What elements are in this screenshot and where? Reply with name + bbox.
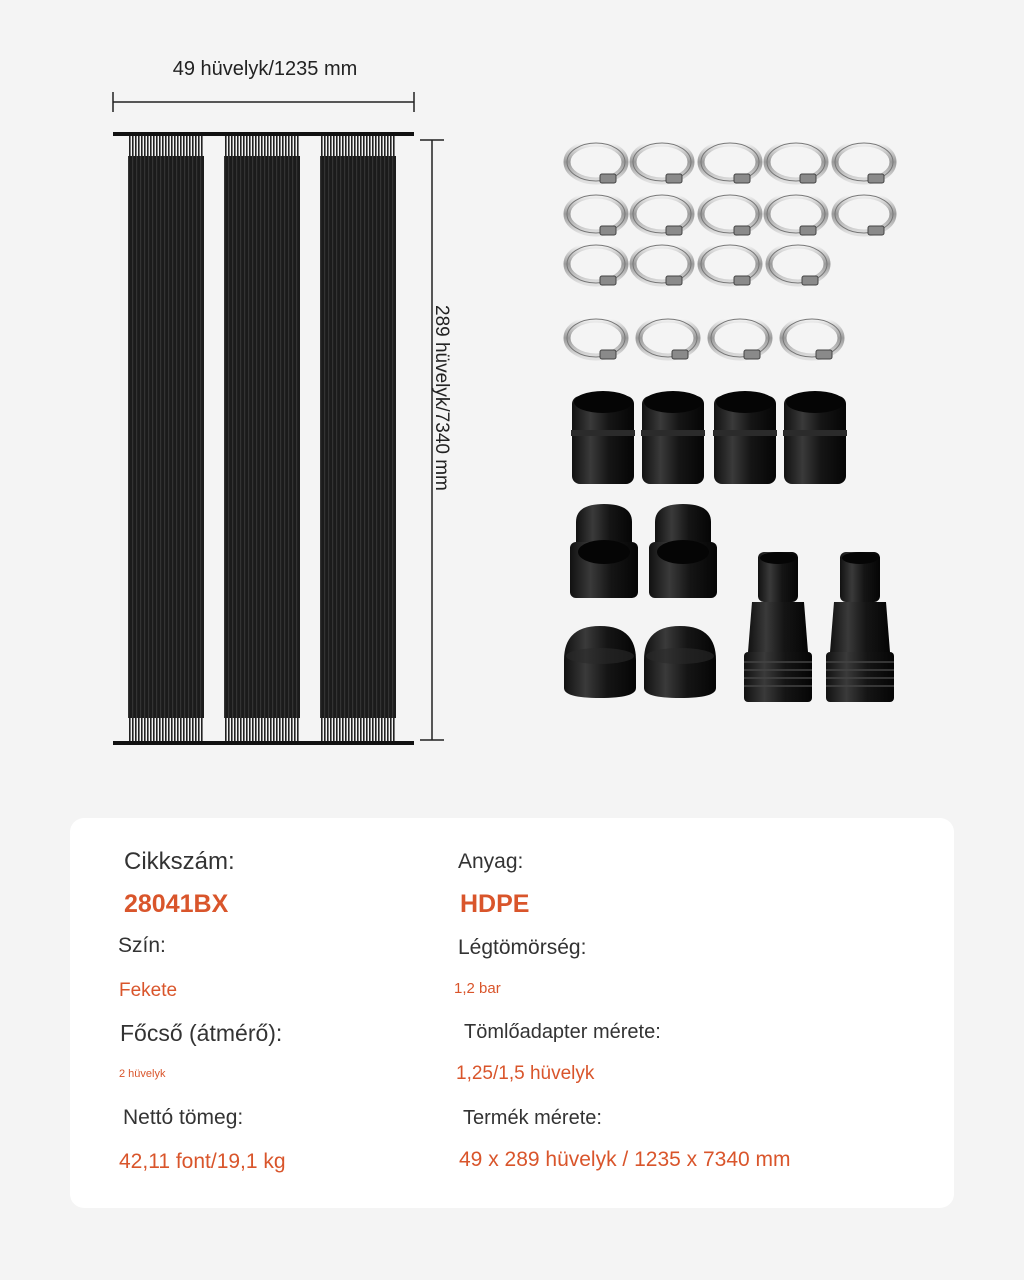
hose-clamp: [633, 245, 691, 285]
length-dimension-label: 289 hüvelyk/7340 mm: [431, 305, 452, 491]
hose-clamp-icon: [567, 143, 893, 359]
solar-panel-set: [113, 132, 414, 745]
hose-clamp: [701, 143, 759, 183]
product-size-label: Termék mérete:: [463, 1107, 602, 1129]
solar-panel-middle: [224, 136, 300, 741]
hose-clamp: [701, 245, 759, 285]
solar-panel-left: [128, 136, 204, 741]
hose-clamp: [633, 143, 691, 183]
hose-clamp: [567, 319, 625, 359]
elbow-fitting-icon: [570, 504, 717, 598]
pipe-coupler: [713, 391, 777, 484]
net-weight-value: 42,11 font/19,1 kg: [119, 1150, 286, 1173]
width-dimension-label: 49 hüvelyk/1235 mm: [172, 58, 358, 80]
hose-clamp: [567, 143, 625, 183]
product-size-value: 49 x 289 hüvelyk / 1235 x 7340 mm: [459, 1148, 791, 1171]
air-pressure-value: 1,2 bar: [454, 980, 501, 997]
length-dimension-line: [420, 140, 444, 740]
main-pipe-value: 2 hüvelyk: [119, 1068, 166, 1080]
hose-clamp: [567, 245, 625, 285]
net-weight-label: Nettó tömeg:: [123, 1106, 244, 1129]
end-cap-icon: [564, 626, 716, 698]
hose-adapter-icon: [744, 552, 894, 702]
hose-clamp: [639, 319, 697, 359]
pipe-coupler-icon: [571, 391, 847, 484]
pipe-coupler: [783, 391, 847, 484]
hose-clamp: [711, 319, 769, 359]
hose-clamp: [701, 195, 759, 235]
solar-panel-right: [320, 136, 396, 741]
hose-clamp: [835, 143, 893, 183]
hose-clamp: [767, 195, 825, 235]
hose-clamp: [783, 319, 841, 359]
width-dimension-line: [113, 92, 414, 112]
hose-adapter-label: Tömlőadapter mérete:: [464, 1021, 661, 1043]
item-number-value: 28041BX: [124, 890, 229, 918]
hose-adapter-value: 1,25/1,5 hüvelyk: [456, 1063, 595, 1084]
material-value: HDPE: [460, 890, 530, 918]
pipe-coupler: [571, 391, 635, 484]
hose-clamp: [567, 195, 625, 235]
pipe-coupler: [641, 391, 705, 484]
main-pipe-label: Főcső (átmérő):: [120, 1020, 283, 1046]
hose-clamp: [835, 195, 893, 235]
color-value: Fekete: [119, 980, 178, 1001]
material-label: Anyag:: [458, 850, 524, 873]
spec-card: [70, 818, 954, 1208]
hose-clamp: [633, 195, 691, 235]
hose-clamp: [767, 143, 825, 183]
item-number-label: Cikkszám:: [124, 848, 235, 875]
hose-clamp: [769, 245, 827, 285]
color-label: Szín:: [118, 934, 166, 957]
air-pressure-label: Légtömörség:: [458, 936, 587, 959]
